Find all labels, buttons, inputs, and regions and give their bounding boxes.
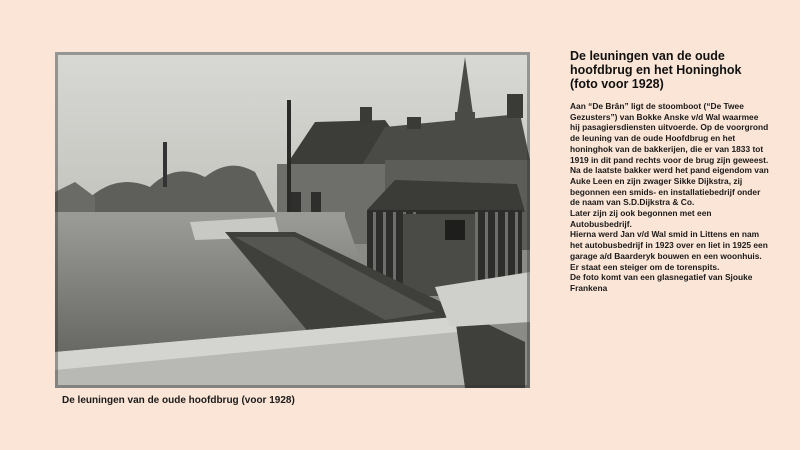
slide-title: De leuningen van de oude hoofdbrug en het Honinghok (foto voor 1928) — [570, 49, 759, 91]
historic-photo — [55, 52, 530, 388]
description-text: Aan “De Brân” ligt de stoomboot (“De Twee Gezusters”) van Bokke Anske v/d Wal waarmee hij pasagiersdiensten uitvoerde. Op de voorgrond de leuning van de oude Hoofdbrug en het honinghok van de bakkerijen, die er van 1833 tot 1919 in dit pand rechts voor de brug zijn geweest. Na de laatste bakker werd het pand eigendom van Auke Leen en zijn zwager Sikke Dijkstra, zij begonnen een smids- en installatiebedrijf onder de naam van S.D.Dijkstra & Co. Later zijn zij ook begonnen met een Autobusbedrijf. Hierna werd Jan v/d Wal smid in Littens en nam het autobusbedrijf in 1923 over en liet in 1925 een garage a/d Baarderyk bouwen en een woonhuis. Er staat een steiger om de torenspits. De foto komt van een glasnegatief van Sjouke Frankena — [570, 101, 769, 293]
description-panel — [570, 49, 770, 294]
canal-photo-illustration — [55, 52, 530, 388]
photo-caption: De leuningen van de oude hoofdbrug (voor 1928) — [62, 395, 295, 406]
